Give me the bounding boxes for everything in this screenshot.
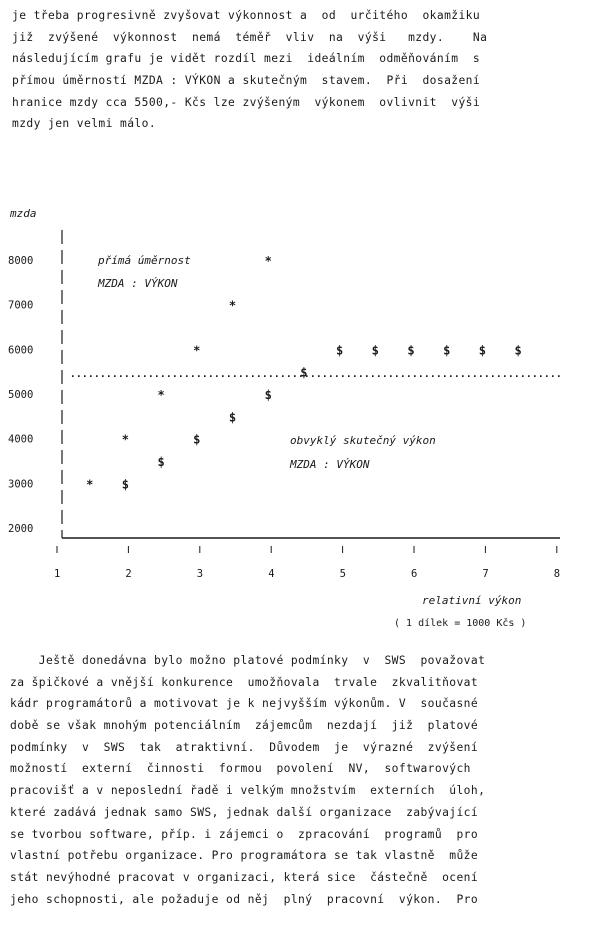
y-tick-label: 8000 [8, 255, 34, 267]
y-tick-label: 2000 [8, 523, 34, 535]
text-line: stát nevýhodné pracovat v organizaci, která sice částečně ocení [10, 870, 479, 884]
text-line: mzdy jen velmi málo. [12, 117, 157, 131]
direct-proportion-point: * [121, 432, 130, 447]
x-tick-label: 3 [196, 568, 204, 580]
text-line: kádr programátorů a motivovat je k nejvyšším výkonům. V současné [10, 697, 479, 711]
x-axis-label: relativní výkon [422, 594, 522, 607]
direct-proportion-point: * [228, 298, 237, 313]
text-line: možností externí činnosti formou povolení NV, softwarových [10, 762, 471, 776]
direct-proportion-point: * [157, 388, 165, 402]
text-line: jeho schopnosti, ale požaduje od něj plný pracovní výkon. Pro [10, 892, 479, 906]
x-tick-labels [54, 546, 560, 580]
text-line: se tvorbou software, příp. i zájemci o zpracování programů pro [10, 827, 479, 841]
text-line: za špičkové a vnější konkurence umožňovala trvale zkvalitňovat [10, 675, 479, 689]
y-tick-label: 7000 [8, 299, 34, 312]
intro-paragraph [12, 5, 597, 135]
text-line: podmínky v SWS tak atraktivní. Důvodem je výrazné zvýšení [10, 740, 479, 754]
actual-wage-point: $ [443, 343, 451, 358]
text-line: Ještě donedávna bylo možno platové podmínky v SWS považovat [10, 654, 486, 667]
wage-performance-chart [0, 200, 609, 640]
y-tick-label: 3000 [8, 478, 34, 491]
text-line: době se však mnohým potenciálním zájemcům nezdají již platové [10, 719, 479, 733]
x-tick-label: 1 [54, 568, 61, 580]
actual-wage-point: $ [514, 343, 522, 358]
actual-wage-point: $ [121, 477, 130, 492]
annotation-direct-line2: MZDA : VÝKON [98, 277, 178, 290]
y-tick-label: 5000 [8, 389, 34, 401]
x-tick-label: 8 [553, 568, 561, 580]
y-tick-label: 4000 [8, 433, 34, 446]
text-line: vlastní potřebu organizace. Pro programátora se tak vlastně může [10, 849, 479, 863]
y-axis-label: mzda [10, 207, 37, 220]
direct-proportion-point: * [264, 254, 272, 268]
y-tick-label: 6000 [8, 344, 34, 357]
text-line: již zvýšené výkonnost nemá téměř vliv na výši mzdy. Na [12, 30, 488, 44]
y-tick-labels [8, 255, 33, 535]
x-tick-label: 6 [411, 568, 418, 580]
annotation-direct-line1: přímá úměrnost [98, 254, 191, 267]
text-line: hranice mzdy cca 5500,- Kčs lze zvýšeným výkonem ovlivnit výši [12, 95, 481, 109]
unit-note: ( 1 dílek = 1000 Kčs ) [394, 618, 527, 629]
x-tick-label: 2 [125, 568, 132, 580]
chart-canvas [0, 200, 609, 640]
actual-wage-point: $ [478, 343, 487, 358]
actual-wage-point: $ [228, 410, 237, 425]
x-tick-label: 5 [339, 568, 346, 580]
actual-wage-point: $ [300, 365, 308, 380]
actual-wage-point: $ [193, 432, 201, 447]
actual-wage-point: $ [371, 343, 379, 358]
actual-wage-point: $ [157, 455, 165, 469]
direct-proportion-point: * [86, 477, 94, 492]
body-paragraph [10, 650, 595, 910]
text-line: je třeba progresivně zvyšovat výkonnost a od určitého okamžiku [12, 9, 481, 22]
actual-wage-point: $ [407, 343, 415, 358]
text-line: následujícím grafu je vidět rozdíl mezi ideálním odměňováním s [12, 52, 481, 66]
annotation-actual-line1: obvyklý skutečný výkon [290, 434, 436, 447]
actual-wage-point: $ [264, 388, 272, 402]
actual-wage-point: $ [335, 343, 344, 358]
text-line: přímou úměrností MZDA : VÝKON a skutečným stavem. Při dosažení [12, 74, 481, 88]
text-line: pracovišť a v neposlední řadě i velkým množstvím externích úloh, [10, 784, 486, 798]
annotation-actual-line2: MZDA : VÝKON [290, 458, 370, 471]
x-tick-label: 7 [482, 568, 489, 580]
text-line: které zadává jednak samo SWS, jednak další organizace zabývající [10, 805, 479, 819]
x-tick-label: 4 [268, 568, 275, 580]
direct-proportion-point: * [193, 343, 201, 358]
